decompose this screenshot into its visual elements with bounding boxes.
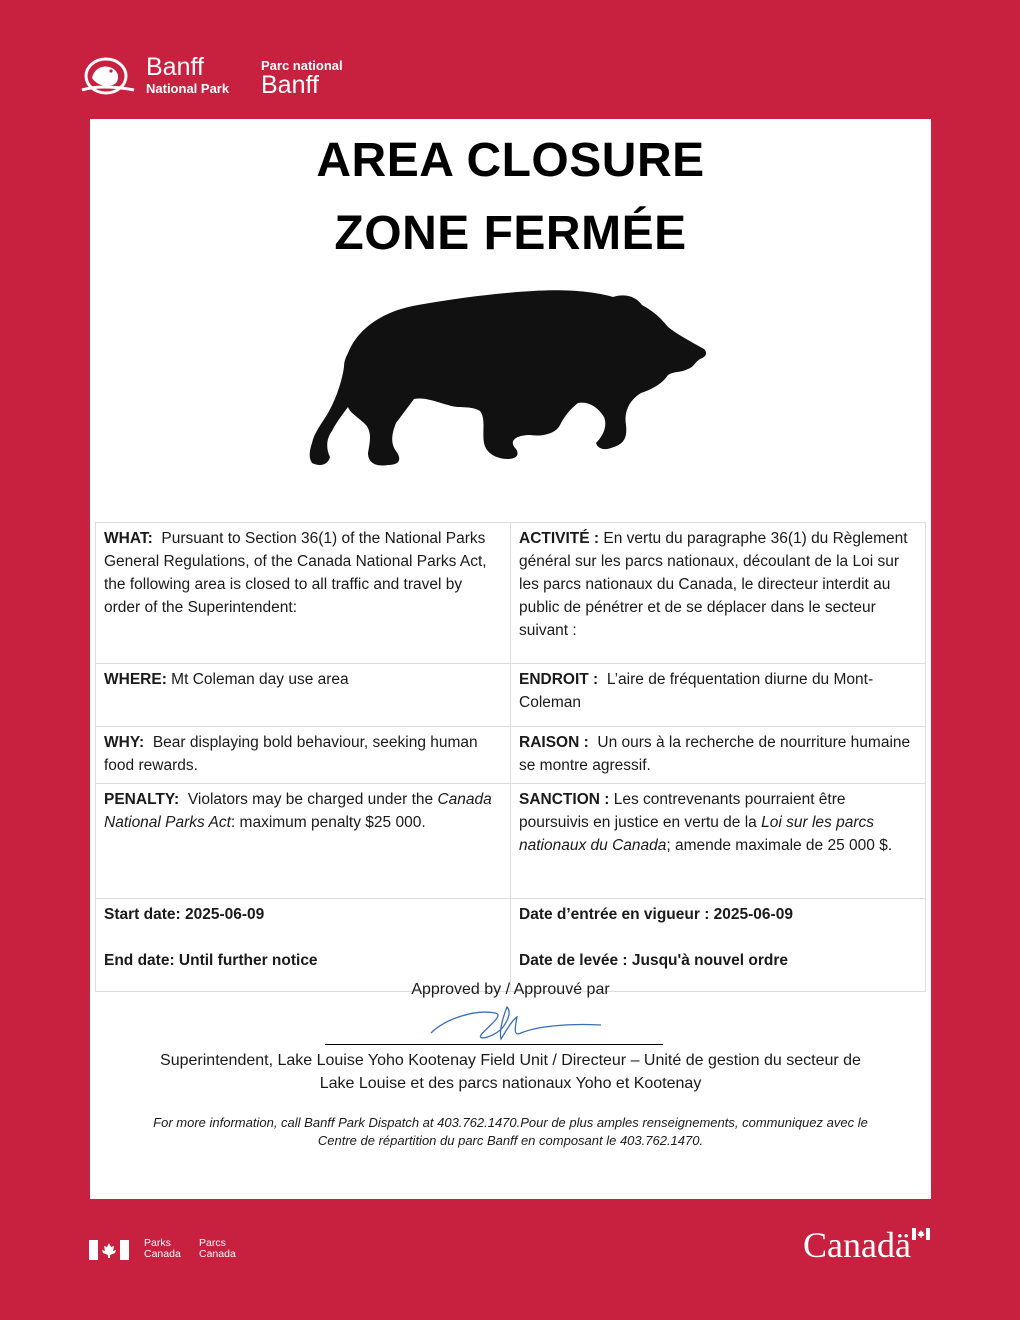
banff-en-logo (146, 54, 229, 96)
table-row-penalty (96, 784, 926, 899)
penalty-en-cell (96, 784, 511, 899)
closure-notice (90, 119, 931, 1199)
what-en-text: Pursuant to Section 36(1) of the National Parks General Regulations, of the Canada National Parks Act, the following area is closed to all traffic and travel by order of the Superintendent: (104, 530, 487, 616)
parks-canada-en (144, 1238, 181, 1260)
canada-wordmark-flag-icon (912, 1228, 930, 1240)
banff-en-name: Banff (146, 53, 204, 81)
parks-fr-line2: Canada (199, 1248, 236, 1260)
more-info-line1: For more information, call Banff Park Dispatch at 403.762.1470.Pour de plus amples renseignements, communiquez avec le (153, 1115, 868, 1130)
penalty-en-post: : maximum penalty $25 000. (230, 814, 426, 831)
superintendent-title (90, 1049, 931, 1095)
penalty-fr-pre: Les contrevenants pourraient être poursuivis en justice en vertu de la (519, 791, 846, 831)
dates-en-cell (96, 899, 511, 992)
parks-en-line1: Parks (144, 1237, 171, 1249)
where-en-label: WHERE: (104, 671, 167, 688)
bear-icon (308, 283, 712, 473)
penalty-fr-cell (511, 784, 926, 899)
why-en-label: WHY: (104, 734, 145, 751)
more-info-line2: Centre de répartition du parc Banff en composant le 403.762.1470. (317, 1133, 704, 1148)
why-fr-label: RAISON : (519, 734, 589, 751)
what-fr-cell (511, 523, 926, 664)
start-date-fr: Date d’entrée en vigueur : 2025-06-09 (519, 906, 793, 923)
signature-line (325, 1044, 663, 1045)
why-en-cell (96, 727, 511, 784)
dates-fr-cell (511, 899, 926, 992)
penalty-en-pre: Violators may be charged under the (187, 791, 434, 808)
start-date-en: Start date: 2025-06-09 (104, 906, 265, 923)
banff-en-sub: National Park (146, 81, 230, 96)
table-row-dates (96, 899, 926, 992)
more-info (90, 1114, 931, 1150)
why-fr-text: Un ours à la recherche de nourriture humaine se montre agressif. (519, 734, 911, 774)
banff-fr-name: Banff (261, 71, 319, 99)
end-date-fr: Date de levée : Jusqu'à nouvel ordre (519, 952, 788, 969)
parks-fr-line1: Parcs (199, 1237, 226, 1249)
end-date-en: End date: Until further notice (104, 952, 318, 969)
where-fr-cell (511, 664, 926, 727)
where-fr-text: L’aire de fréquentation diurne du Mont-Coleman (519, 671, 874, 711)
canada-wordmark: Canadä (803, 1225, 911, 1265)
where-en-text: Mt Coleman day use area (171, 671, 349, 688)
table-row-why (96, 727, 926, 784)
why-en-text: Bear displaying bold behaviour, seeking human food rewards. (104, 734, 478, 774)
penalty-fr-act: Loi sur les parcs nationaux du Canada (519, 814, 874, 854)
why-fr-cell (511, 727, 926, 784)
title-en: AREA CLOSURE (316, 134, 705, 187)
penalty-fr-label: SANCTION : (519, 791, 610, 808)
superintendent-line2: Lake Louise et des parcs nationaux Yoho et Kootenay (319, 1075, 702, 1092)
parks-en-line2: Canada (144, 1248, 181, 1260)
what-fr-text: En vertu du paragraphe 36(1) du Règlement général sur les parcs nationaux, découlant de la Loi sur les parcs nationaux du Canada, le directeur interdit au public de pénétrer et de se déplacer dans le secteur suivant : (519, 530, 908, 639)
banff-fr-sub: Parc national (261, 58, 343, 73)
what-fr-label: ACTIVITÉ : (519, 530, 600, 547)
where-en-cell (96, 664, 511, 727)
superintendent-line1: Superintendent, Lake Louise Yoho Kootenay Field Unit / Directeur – Unité de gestion du secteur de (160, 1052, 861, 1069)
penalty-en-label: PENALTY: (104, 791, 180, 808)
banff-fr-logo (261, 58, 343, 97)
title-fr: ZONE FERMÉE (334, 207, 687, 260)
beaver-icon (80, 56, 136, 98)
closure-details-table (95, 522, 926, 992)
approved-by-label: Approved by / Approuvé par (411, 981, 610, 998)
what-en-label: WHAT: (104, 530, 153, 547)
table-row-where (96, 664, 926, 727)
penalty-en-act: Canada National Parks Act (104, 791, 492, 831)
what-en-cell (96, 523, 511, 664)
canada-flag-icon (89, 1240, 129, 1260)
table-row-what (96, 523, 926, 664)
signature (425, 997, 605, 1049)
penalty-fr-post: ; amende maximale de 25 000 $. (666, 837, 893, 854)
where-fr-label: ENDROIT : (519, 671, 599, 688)
parks-canada-fr (199, 1238, 236, 1260)
